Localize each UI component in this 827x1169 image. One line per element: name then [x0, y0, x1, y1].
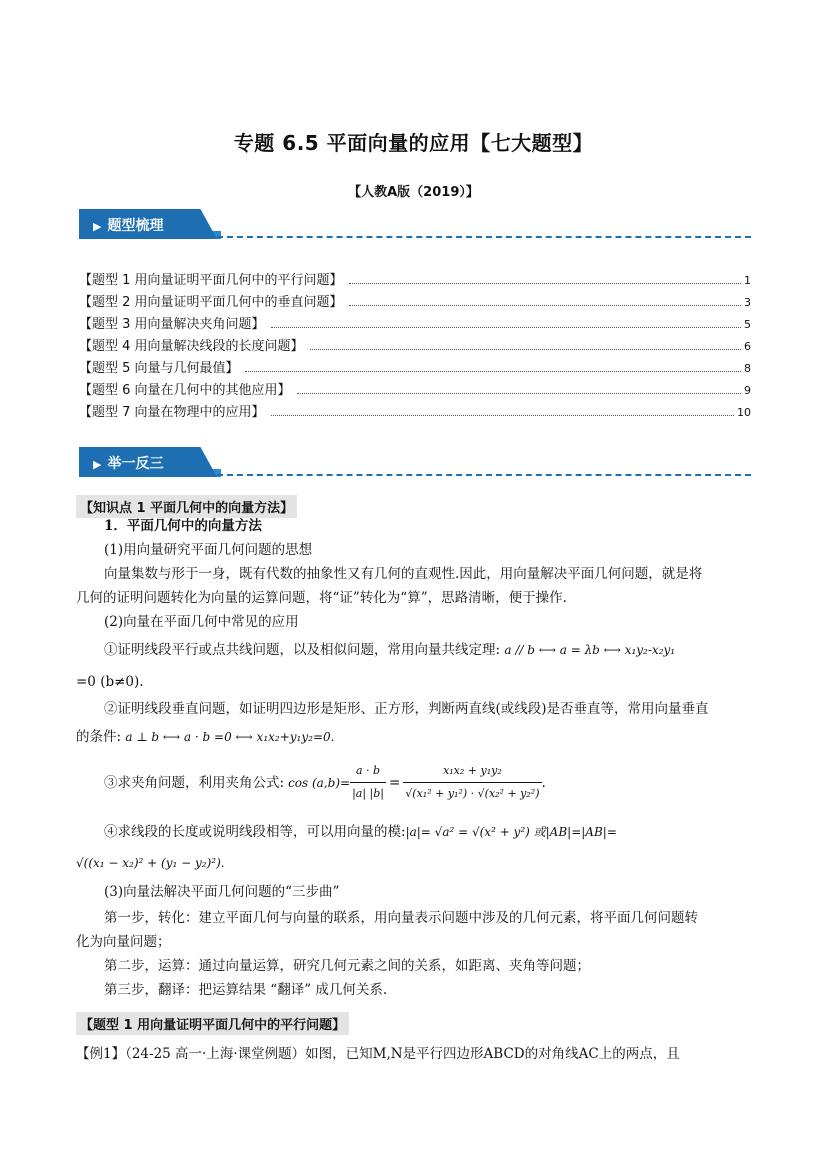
knowledge-c2b: 的条件: a ⊥ b ⟷ a · b =0 ⟷ x₁x₂+y₁y₂=0.: [76, 729, 335, 745]
knowledge-p1b: 几何的证明问题转化为向量的运算问题，将“证”转化为“算”，思路清晰，便于操作.: [76, 590, 567, 606]
banner-question-types: [79, 209, 751, 241]
knowledge-c3: ③求夹角问题，利用夹角公式: cos (a,b)= $\frac{a \cdot b}{|a| |b|}$ = $\frac{\text{x₁x₂ + y₁y₂}}{\text{√(x₁² + y₁²) · √(x₂² + y₂²)}}$ .: [104, 760, 546, 805]
example-1: 【例1】（24-25 高一·上海·课堂例题）如图，已知M,N是平行四边形ABCD的对角线AC上的两点，且: [76, 1046, 680, 1062]
knowledge-c1b: =0 (b≠0).: [76, 674, 144, 690]
knowledge-s2: (2)向量在平面几何中常见的应用: [104, 614, 299, 630]
magnitude-formula: |a|= √a² = √(x² + y²) 或|AB|=|AB|=: [405, 825, 617, 839]
table-of-contents: [79, 269, 751, 423]
toc-item[interactable]: 【题型 7 向量在物理中的应用】 10: [79, 405, 751, 420]
perpendicular-formula: a ⊥ b ⟷ a · b =0 ⟷ x₁x₂+y₁y₂=0.: [125, 730, 335, 744]
dash-divider: [217, 474, 751, 476]
toc-item[interactable]: 【题型 2 用向量证明平面几何中的垂直问题】 3: [79, 295, 751, 310]
knowledge-c4b: √((x₁ − x₂)² + (y₁ − y₂)²).: [76, 856, 225, 870]
play-triangle-icon: ▶: [93, 458, 102, 471]
toc-item[interactable]: 【题型 5 向量与几何最值】 8: [79, 361, 751, 376]
toc-item[interactable]: 【题型 4 用向量解决线段的长度问题】 6: [79, 339, 751, 354]
knowledge-st3: 第三步，翻译：把运算结果 “翻译” 成几何关系.: [104, 982, 388, 998]
page-subtitle: 【人教A版（2019）】: [348, 185, 479, 200]
knowledge-st1b: 化为向量问题；: [76, 934, 171, 950]
knowledge-point-heading: 【知识点 1 平面几何中的向量方法】: [76, 495, 297, 518]
play-triangle-icon: ▶: [93, 220, 102, 233]
toc-item[interactable]: 【题型 3 用向量解决夹角问题】 5: [79, 317, 751, 332]
knowledge-s1: (1)用向量研究平面几何问题的思想: [104, 542, 313, 558]
toc-item[interactable]: 【题型 6 向量在几何中的其他应用】 9: [79, 383, 751, 398]
knowledge-h1: 1．平面几何中的向量方法: [104, 518, 262, 534]
knowledge-s3: (3)向量法解决平面几何问题的“三步曲”: [104, 884, 340, 900]
toc-item[interactable]: 【题型 1 用向量证明平面几何中的平行问题】 1: [79, 273, 751, 288]
knowledge-st2: 第二步，运算：通过向量运算，研究几何元素之间的关系，如距离、夹角等问题；: [104, 958, 590, 974]
collinear-formula: a // b ⟷ a = λb ⟷ x₁y₂-x₂y₁: [504, 643, 676, 657]
banner-examples: [79, 447, 751, 479]
banner-label: 题型梳理: [107, 218, 164, 234]
type1-heading: 【题型 1 用向量证明平面几何中的平行问题】: [76, 1012, 349, 1035]
knowledge-c1: ①证明线段平行或点共线问题，以及相似问题，常用向量共线定理: a // b ⟷ a = λb ⟷ x₁y₂-x₂y₁: [104, 642, 676, 658]
page-title: 专题 6.5 平面向量的应用【七大题型】: [233, 131, 594, 155]
knowledge-p1a: 向量集数与形于一身，既有代数的抽象性又有几何的直观性.因此，用向量解决平面几何问题，就是将: [104, 566, 703, 582]
banner-label: 举一反三: [107, 456, 164, 472]
knowledge-st1a: 第一步，转化：建立平面几何与向量的联系，用向量表示问题中涉及的几何元素，将平面几何问题转: [104, 910, 698, 926]
knowledge-c4: ④求线段的长度或说明线段相等，可以用向量的模:|a|= √a² = √(x² + y²) 或|AB|=|AB|=: [104, 824, 617, 840]
knowledge-c2a: ②证明线段垂直问题，如证明四边形是矩形、正方形，判断两直线(或线段)是否垂直等，常用向量垂直: [104, 701, 709, 717]
dash-divider: [217, 236, 751, 238]
